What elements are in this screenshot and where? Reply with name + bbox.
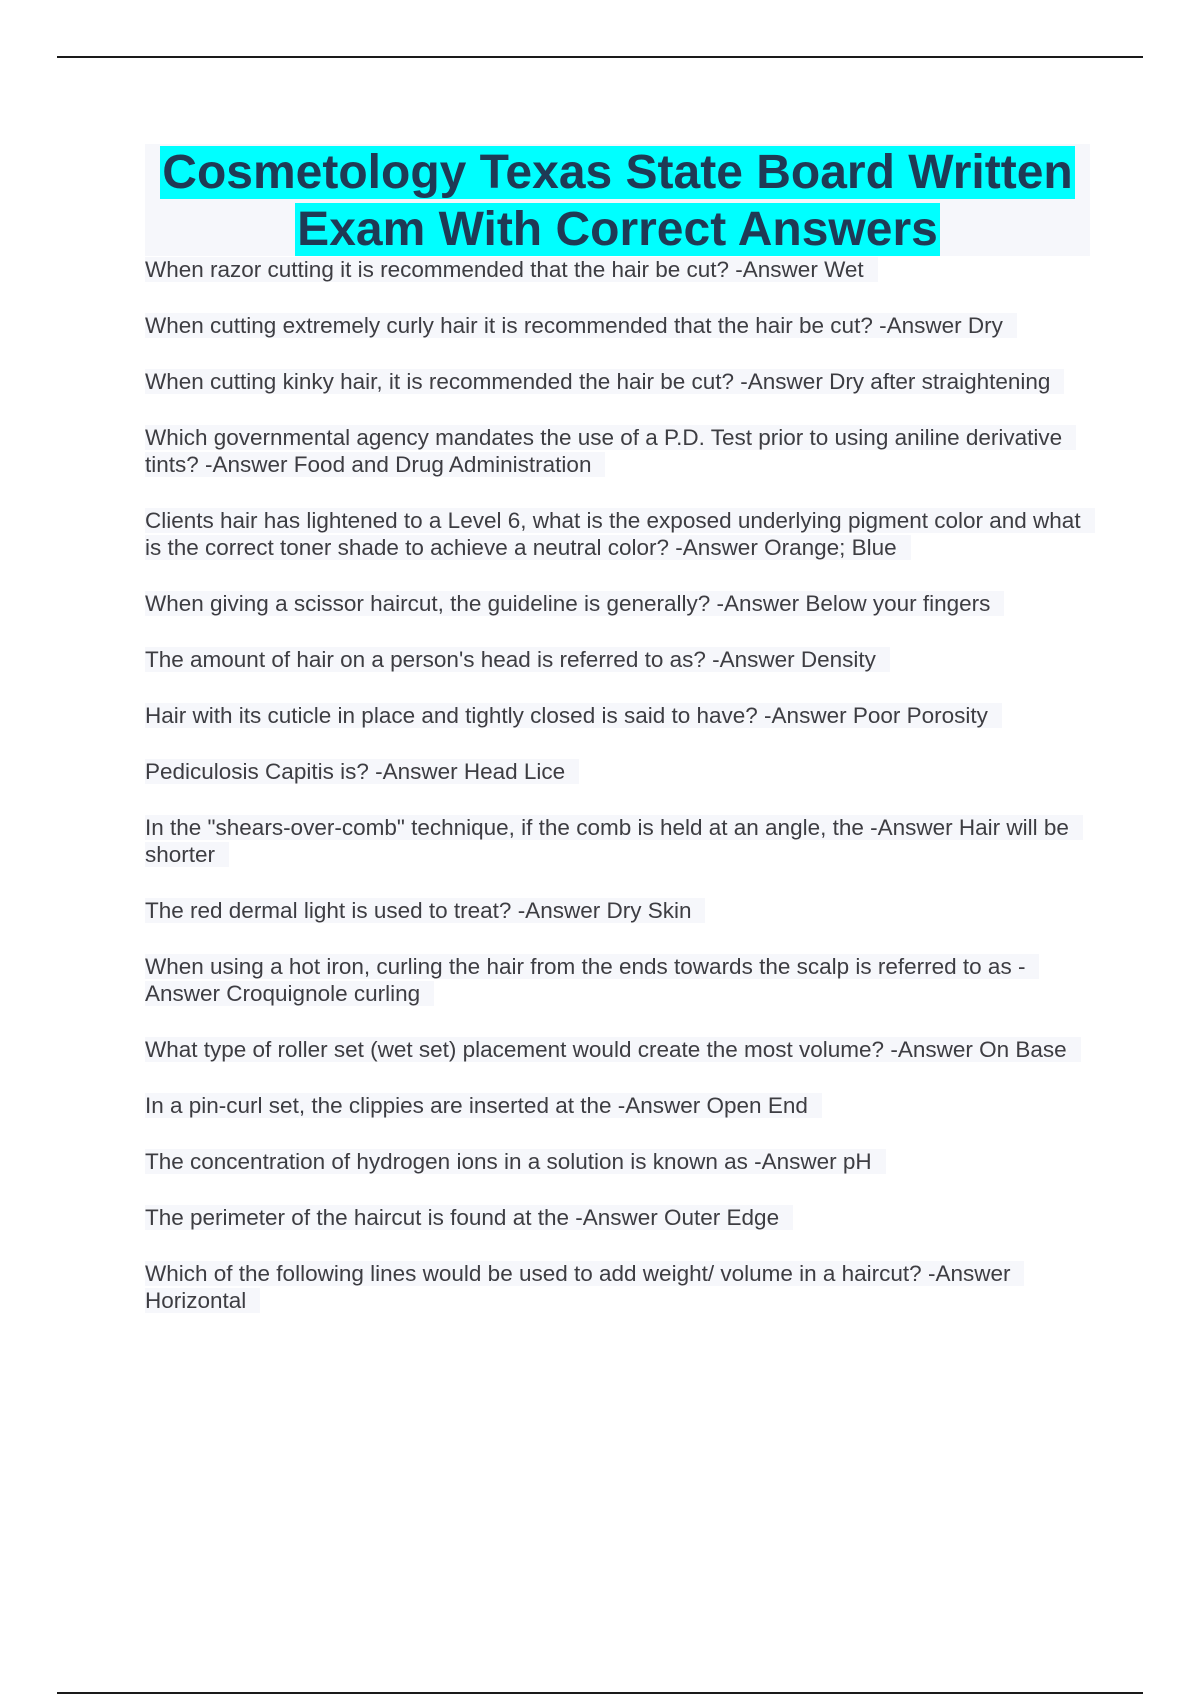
qa-text: When giving a scissor haircut, the guideline is generally? -Answer Below your fingers — [145, 591, 1004, 616]
qa-item — [145, 814, 1090, 868]
document-title — [145, 144, 1090, 258]
qa-item — [145, 590, 1090, 617]
qa-text: When razor cutting it is recommended that the hair be cut? -Answer Wet — [145, 257, 878, 282]
qa-text: In a pin-curl set, the clippies are inserted at the -Answer Open End — [145, 1093, 822, 1118]
header-rule — [57, 56, 1143, 58]
qa-list — [145, 256, 1090, 1343]
qa-item — [145, 702, 1090, 729]
qa-text: The perimeter of the haircut is found at the -Answer Outer Edge — [145, 1205, 793, 1230]
qa-text: In the "shears-over-comb" technique, if the comb is held at an angle, the -Answer Hair will be shorter — [145, 815, 1083, 867]
qa-item — [145, 1148, 1090, 1175]
document-title-text: Cosmetology Texas State Board Written Exam With Correct Answers — [162, 146, 1073, 256]
qa-item — [145, 953, 1090, 1007]
qa-text: When using a hot iron, curling the hair from the ends towards the scalp is referred to as -Answer Croquignole curling — [145, 954, 1039, 1006]
qa-item — [145, 758, 1090, 785]
qa-item — [145, 897, 1090, 924]
qa-text: What type of roller set (wet set) placement would create the most volume? -Answer On Base — [145, 1037, 1081, 1062]
title-block — [145, 144, 1090, 256]
qa-text: Which of the following lines would be used to add weight/ volume in a haircut? -Answer Horizontal — [145, 1261, 1024, 1313]
qa-item — [145, 368, 1090, 395]
qa-text: Clients hair has lightened to a Level 6, what is the exposed underlying pigment color and what is the correct toner shade to achieve a neutral color? -Answer Orange; Blue — [145, 508, 1095, 560]
qa-text: Hair with its cuticle in place and tightly closed is said to have? -Answer Poor Porosity — [145, 703, 1002, 728]
qa-text: When cutting extremely curly hair it is recommended that the hair be cut? -Answer Dry — [145, 313, 1017, 338]
qa-item — [145, 1204, 1090, 1231]
qa-item — [145, 312, 1090, 339]
qa-text: Pediculosis Capitis is? -Answer Head Lice — [145, 759, 579, 784]
qa-text: Which governmental agency mandates the use of a P.D. Test prior to using aniline derivative tints? -Answer Food and Drug Administration — [145, 425, 1076, 477]
qa-item — [145, 1260, 1090, 1314]
qa-item — [145, 1036, 1090, 1063]
footer-rule — [57, 1692, 1143, 1694]
qa-text: The amount of hair on a person's head is referred to as? -Answer Density — [145, 647, 890, 672]
qa-text: The concentration of hydrogen ions in a solution is known as -Answer pH — [145, 1149, 886, 1174]
qa-text: When cutting kinky hair, it is recommended the hair be cut? -Answer Dry after straightening — [145, 369, 1064, 394]
qa-item — [145, 1092, 1090, 1119]
qa-item — [145, 424, 1090, 478]
qa-item — [145, 507, 1090, 561]
qa-text: The red dermal light is used to treat? -Answer Dry Skin — [145, 898, 705, 923]
qa-item — [145, 256, 1090, 283]
qa-item — [145, 646, 1090, 673]
